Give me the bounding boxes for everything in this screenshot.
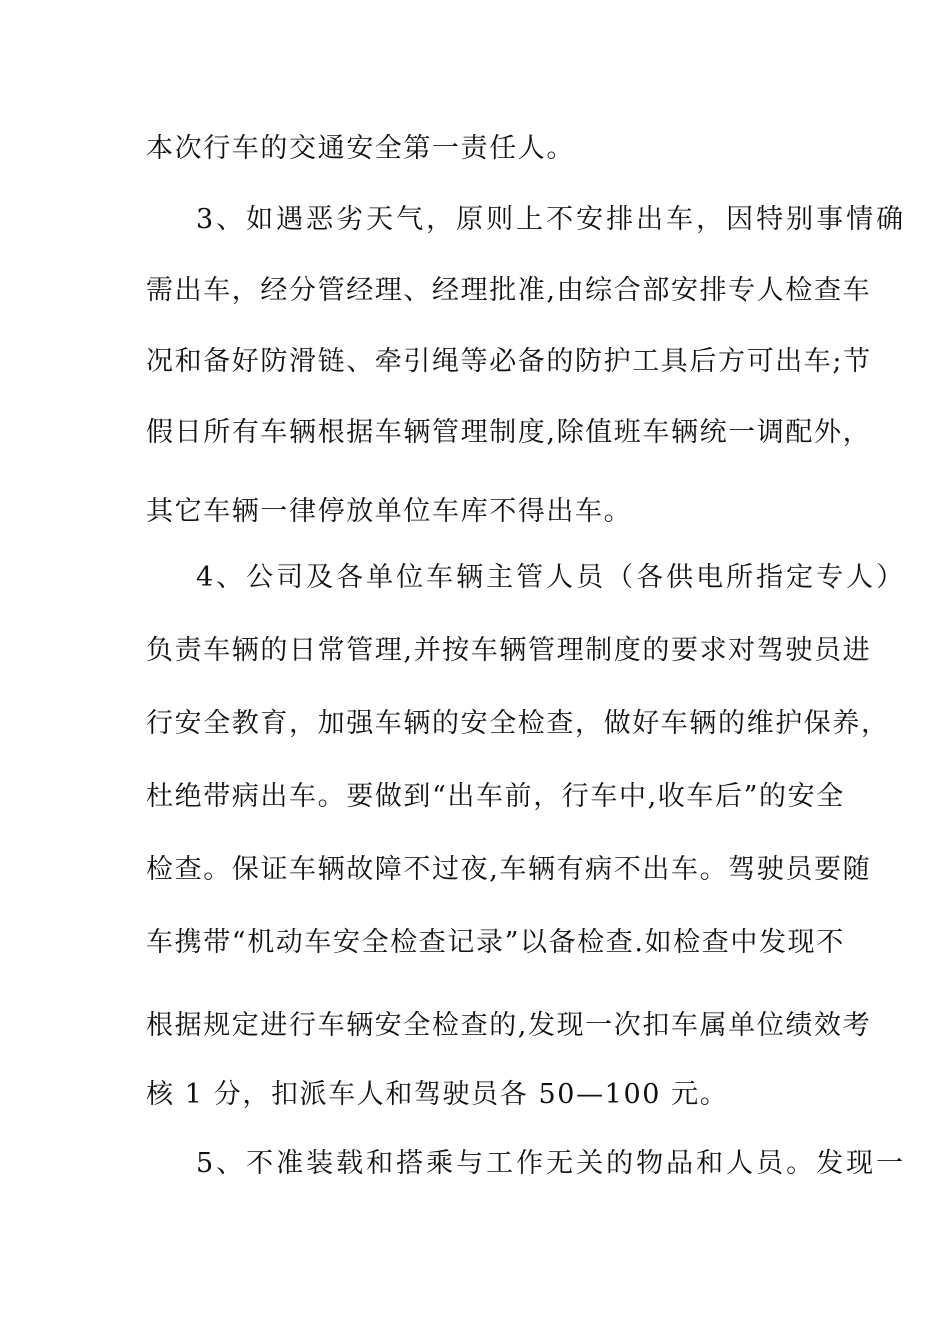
paragraph-3-line-3: 况和备好防滑链、牵引绳等必备的防护工具后方可出车;节 [146, 346, 872, 377]
paragraph-3-line-4: 假日所有车辆根据车辆管理制度,除值班车辆统一调配外， [146, 417, 872, 448]
paragraph-4-line-3: 行安全教育，加强车辆的安全检查，做好车辆的维护保养， [146, 708, 890, 739]
paragraph-4-line-6: 车携带“机动车安全检查记录”以备检查.如检查中发现不 [146, 927, 845, 958]
paragraph-5-line-1: 5、不准装载和搭乘与工作无关的物品和人员。发现一 [196, 1148, 907, 1179]
paragraph-3-line-5: 其它车辆一律停放单位车库不得出车。 [146, 496, 633, 527]
paragraph-4-line-7: 根据规定进行车辆安全检查的,发现一次扣车属单位绩效考 [146, 1010, 872, 1041]
paragraph-4-line-5: 检查。保证车辆故障不过夜,车辆有病不出车。驾驶员要随 [146, 854, 872, 885]
paragraph-3-line-2: 需出车，经分管经理、经理批准,由综合部安排专人检查车 [146, 275, 872, 306]
paragraph-4-line-1: 4、公司及各单位车辆主管人员（各供电所指定专人） [196, 562, 907, 593]
paragraph-4-line-4: 杜绝带病出车。要做到“出车前，行车中,收车后”的安全 [146, 781, 845, 812]
paragraph-4-line-8: 核 1 分，扣派车人和驾驶员各 50—100 元。 [146, 1079, 729, 1110]
paragraph-4-line-2: 负责车辆的日常管理,并按车辆管理制度的要求对驾驶员进 [146, 635, 872, 666]
text-line-1: 本次行车的交通安全第一责任人。 [146, 133, 575, 164]
paragraph-3-line-1: 3、如遇恶劣天气，原则上不安排出车，因特别事情确 [196, 204, 907, 235]
